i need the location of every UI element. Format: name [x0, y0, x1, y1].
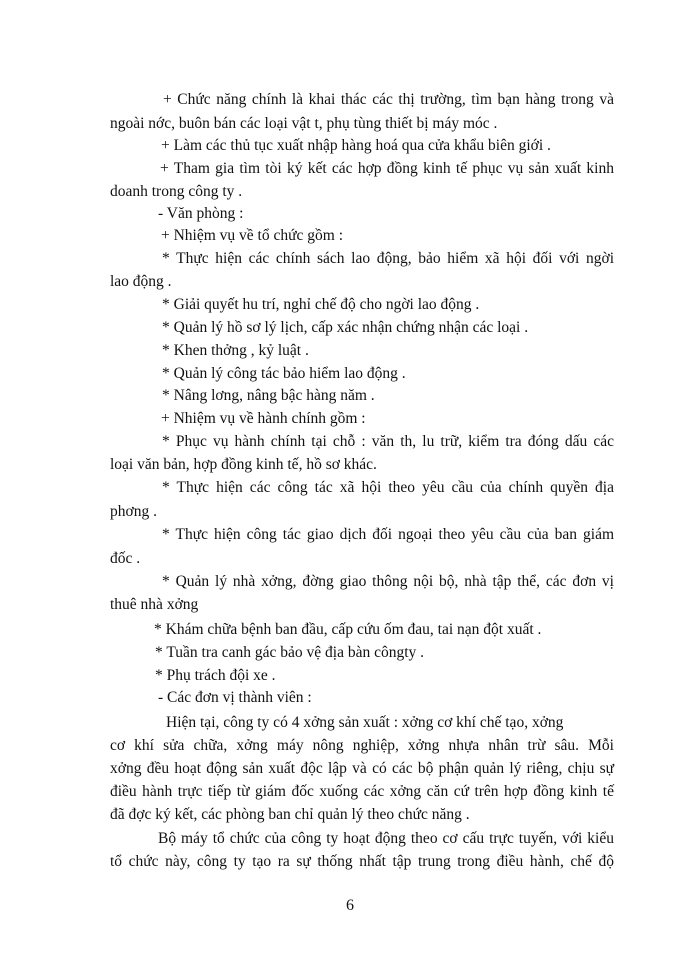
text-line: * Thực hiện các chính sách lao động, bảo hiểm xã hội đối với ngời — [162, 250, 614, 267]
text-line: + Nhiệm vụ về hành chính gồm : — [161, 410, 366, 427]
text-line: * Giải quyết hu trí, nghỉ chế độ cho ngời lao động . — [162, 296, 480, 313]
text-line: Hiện tại, công ty có 4 xởng sản xuất : xởng cơ khí chế tạo, xởng — [166, 714, 564, 731]
page-number: 6 — [346, 897, 354, 914]
text-line: * Quản lý hồ sơ lý lịch, cấp xác nhận chứng nhận các loại . — [162, 319, 529, 336]
text-line: loại văn bản, hợp đồng kinh tế, hồ sơ khác. — [110, 456, 377, 473]
text-line: * Thực hiện công tác giao dịch đối ngoại theo yêu cầu của ban giám — [162, 526, 614, 543]
text-line: * Quản lý nhà xởng, đờng giao thông nội bộ, nhà tập thể, các đơn vị — [162, 573, 614, 590]
text-line: * Quản lý công tác bảo hiểm lao động . — [162, 365, 406, 382]
text-line: * Tuần tra canh gác bảo vệ địa bàn côngty . — [155, 644, 425, 661]
text-line: * Phục vụ hành chính tại chỗ : văn th, lu trữ, kiểm tra đóng dấu các — [162, 433, 614, 450]
text-line: * Phụ trách đội xe . — [155, 667, 276, 684]
text-line: * Nâng lơng, nâng bậc hàng năm . — [162, 387, 375, 404]
text-line: + Làm các thủ tục xuất nhập hàng hoá qua cửa khẩu biên giới . — [161, 137, 551, 154]
text-line: * Thực hiện các công tác xã hội theo yêu cầu của chính quyền địa — [162, 479, 614, 496]
section-heading: - Các đơn vị thành viên : — [158, 689, 312, 706]
text-line: * Khám chữa bệnh ban đầu, cấp cứu ốm đau, tai nạn đột xuất . — [154, 621, 542, 638]
text-line: xởng đều hoạt động sản xuất độc lập và có các bộ phận quản lý riêng, chịu sự — [110, 760, 614, 777]
text-line: + Chức năng chính là khai thác các thị trường, tìm bạn hàng trong và — [163, 91, 614, 108]
text-line: Bộ máy tổ chức của công ty hoạt động theo cơ cấu trực tuyến, với kiểu — [158, 830, 614, 847]
text-line: cơ khí sửa chữa, xởng máy nông nghiệp, xởng nhựa nhân trừ sâu. Mỗi — [110, 737, 614, 754]
text-line: doanh trong công ty . — [110, 183, 243, 200]
text-line: tổ chức này, công ty tạo ra sự thống nhất tập trung trong điều hành, chế độ — [110, 853, 614, 870]
text-line: * Khen thởng , kỷ luật . — [162, 342, 309, 359]
text-line: + Nhiệm vụ về tổ chức gồm : — [161, 227, 344, 244]
text-line: điều hành trực tiếp từ giám đốc xuống các xởng căn cứ trên hợp đồng kinh tế — [110, 783, 614, 800]
text-line: đã đợc ký kết, các phòng ban chỉ quản lý theo chức năng . — [110, 806, 470, 823]
text-line: đốc . — [110, 550, 141, 567]
text-line: + Tham gia tìm tòi ký kết các hợp đồng kinh tế phục vụ sản xuất kinh — [160, 160, 614, 177]
text-line: phơng . — [110, 503, 157, 520]
section-heading: - Văn phòng : — [158, 205, 244, 222]
text-line: ngoài nớc, buôn bán các loại vật t, phụ tùng thiết bị máy móc . — [110, 115, 498, 132]
text-line: lao động . — [110, 273, 172, 290]
text-line: thuê nhà xởng — [110, 596, 199, 613]
